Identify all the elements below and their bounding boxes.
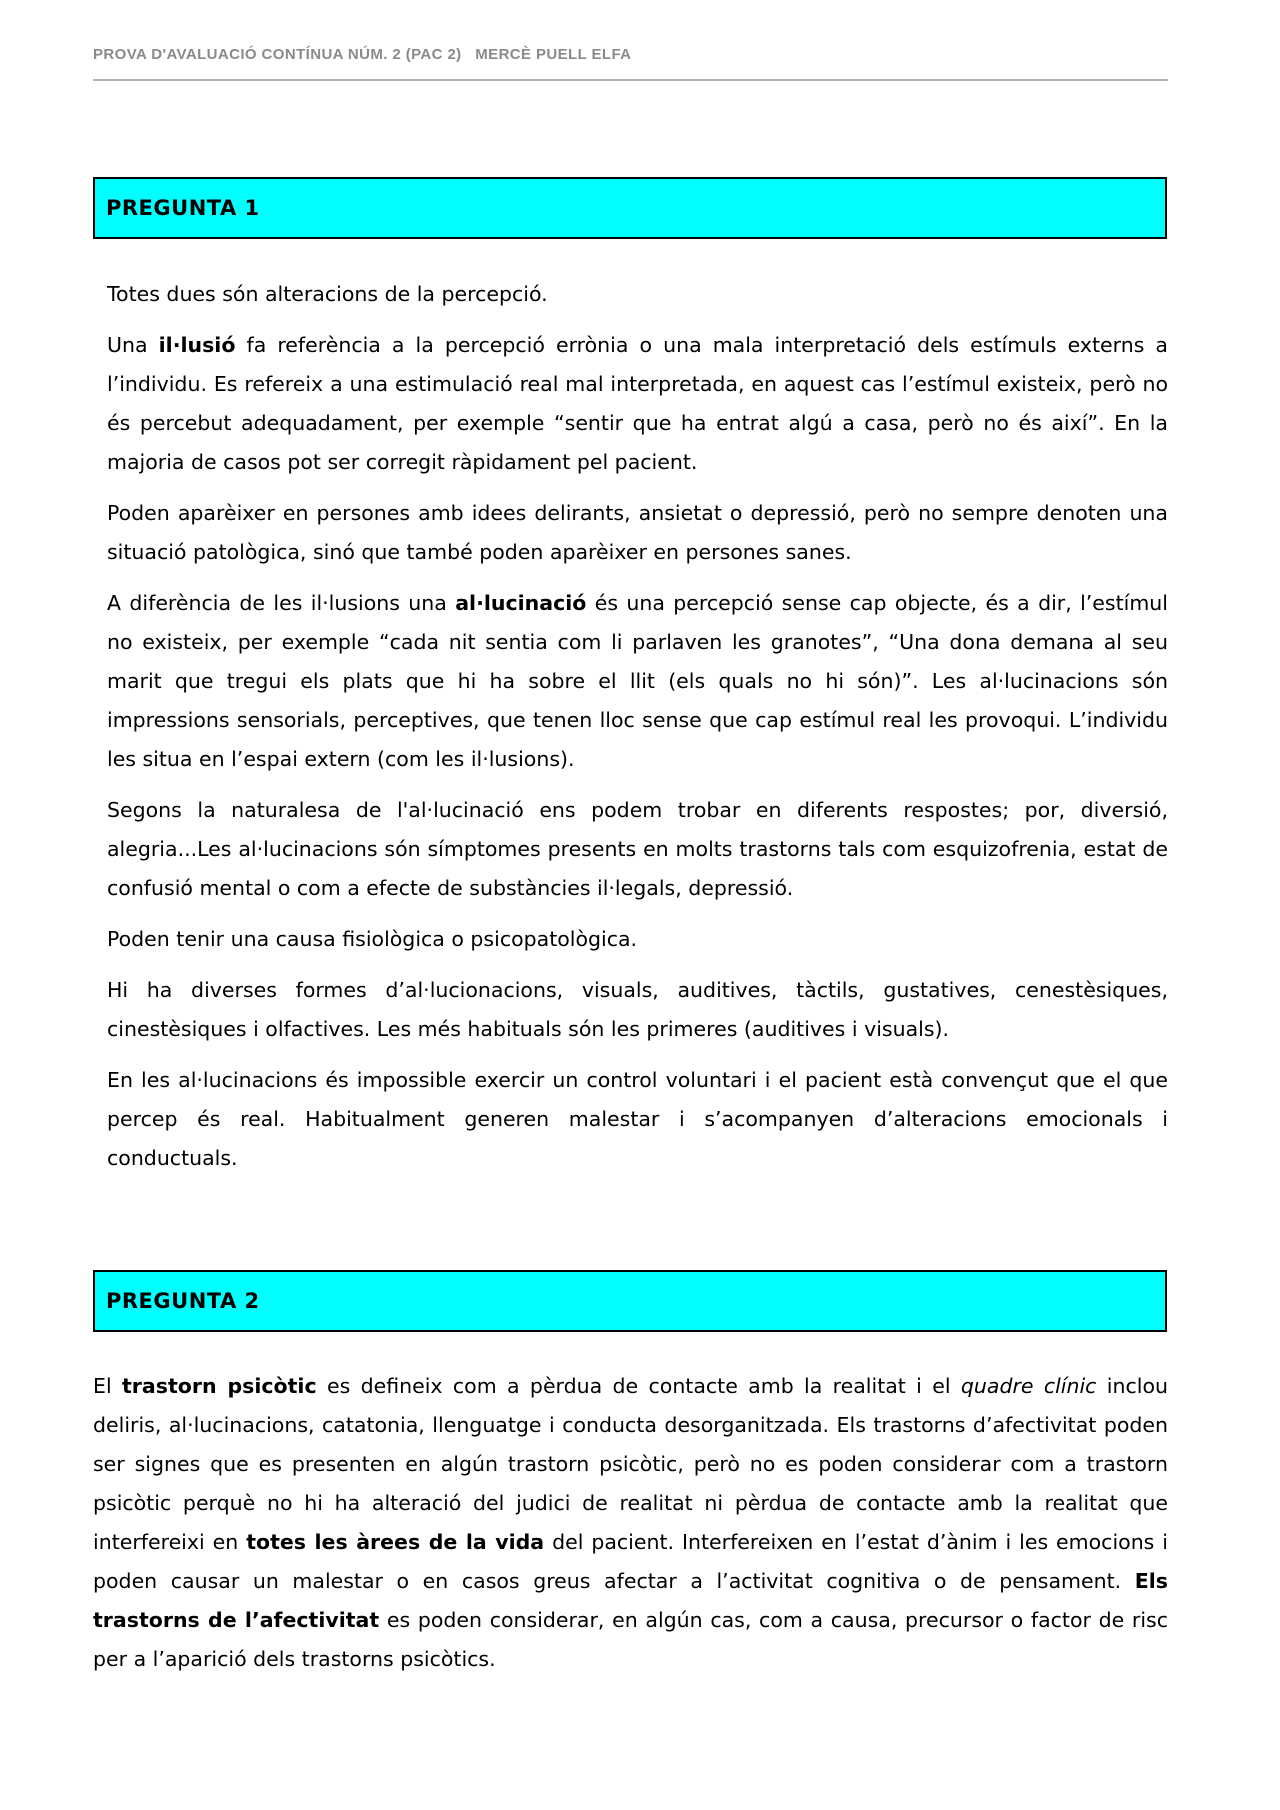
text: Segons la naturalesa de l'al·lucinació ens podem trobar en diferents respostes; por, diversió, alegria...Les al·lucinacions són símptomes presents en molts trastorns tals com esquizofrenia, estat de confusió mental o com a efecte de substàncies il·legals, depressió. — [107, 798, 1168, 900]
text: és una percepció sense cap objecte, és a dir, l’estímul no existeix, per exemple “cada nit sentia com li parlaven les granotes”, “Una dona demana al seu marit que tregui els plats que hi ha sobre el llit (els quals no hi són)”. Les al·lucinacions són impressions sensorials, perceptives, que tenen lloc sense que cap estímul real les provoqui. L’individu les situa en l’espai extern (com les il·lusions). — [107, 591, 1168, 771]
text: Totes dues són alteracions de la percepció. — [107, 282, 548, 306]
text: del pacient. Interfereixen en l’estat d’ànim i les emocions i poden causar un malestar o en casos greus afectar a l’activitat cognitiva o de pensament. — [93, 1530, 1168, 1593]
text: inclou deliris, al·lucinacions, catatonia, llenguatge i conducta desorganitzada. Els trastorns d’afectivitat poden ser signes que es presenten en algún trastorn psicòtic, però no es poden considerar com a trastorn psicòtic perquè no hi ha alteració del judici de realitat ni pèrdua de contacte amb la realitat que interfereixi en — [93, 1374, 1168, 1554]
question-2-answer — [93, 1367, 1168, 1691]
paragraph — [93, 1367, 1168, 1679]
text: Hi ha diverses formes d’al·lucionacions, visuals, auditives, tàctils, gustatives, cenestèsiques, cinestèsiques i olfactives. Les més habituals són les primeres (auditives i visuals). — [107, 978, 1168, 1041]
text: fa referència a la percepció errònia o una mala interpretació dels estímuls externs a l’individu. Es refereix a una estimulació real mal interpretada, en aquest cas l’estímul existeix, però no és percebut adequadament, per exemple “sentir que ha entrat algú a casa, però no és així”. En la majoria de casos pot ser corregit ràpidament pel pacient. — [107, 333, 1168, 474]
paragraph — [107, 275, 1168, 314]
header-divider — [93, 79, 1168, 81]
question-2-heading — [93, 1270, 1167, 1332]
text: Poden aparèixer en persones amb idees delirants, ansietat o depressió, però no sempre denoten una situació patològica, sinó que també poden aparèixer en persones sanes. — [107, 501, 1168, 564]
question-1-heading — [93, 177, 1167, 239]
page-header — [93, 46, 1168, 63]
emphasis-all-areas: totes les àrees de la vida — [246, 1530, 545, 1554]
paragraph — [107, 791, 1168, 908]
term-illusion: il·lusió — [158, 333, 236, 357]
question-1-answer — [107, 275, 1168, 1190]
text: Poden tenir una causa fisiològica o psicopatològica. — [107, 927, 638, 951]
paragraph — [107, 494, 1168, 572]
paragraph — [107, 584, 1168, 779]
paragraph — [107, 971, 1168, 1049]
text: Una — [107, 333, 159, 357]
question-2-title: PREGUNTA 2 — [106, 1289, 260, 1313]
text: El — [93, 1374, 122, 1398]
text: es defineix com a pèrdua de contacte amb la realitat i el — [316, 1374, 961, 1398]
term-affective-disorders: Els trastorns de l’afectivitat — [93, 1569, 1168, 1632]
term-clinical-picture: quadre clínic — [960, 1374, 1097, 1398]
text: En les al·lucinacions és impossible exercir un control voluntari i el pacient està convençut que el que percep és real. Habitualment generen malestar i s’acompanyen d’alteracions emocionals i conductuals. — [107, 1068, 1168, 1170]
text: A diferència de les il·lusions una — [107, 591, 456, 615]
question-1-title: PREGUNTA 1 — [106, 196, 260, 220]
paragraph — [107, 920, 1168, 959]
paragraph — [107, 326, 1168, 482]
text: es poden considerar, en algún cas, com a causa, precursor o factor de risc per a l’aparició dels trastorns psicòtics. — [93, 1608, 1168, 1671]
paragraph — [107, 1061, 1168, 1178]
term-hallucination: al·lucinació — [455, 591, 587, 615]
term-psychotic-disorder: trastorn psicòtic — [122, 1374, 317, 1398]
header-title: PROVA D'AVALUACIÓ CONTÍNUA NÚM. 2 (PAC 2) MERCÈ PUELL ELFA — [93, 46, 632, 63]
